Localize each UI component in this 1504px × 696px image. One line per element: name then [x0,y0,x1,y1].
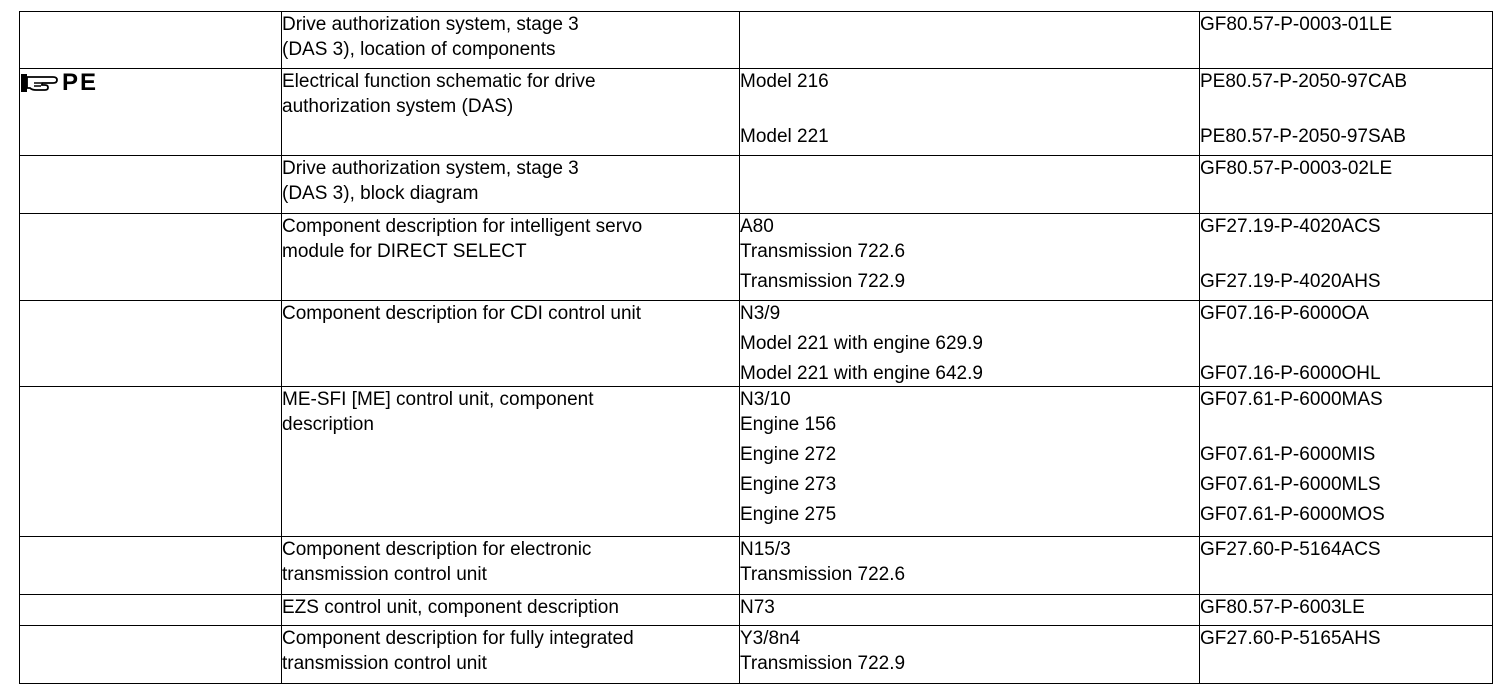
description-cell [282,69,740,156]
description-text: EZS control unit, component description [282,597,619,618]
description-text: Drive authorization system, stage 3 [282,14,579,35]
table-row [20,537,1493,595]
document-cell [1200,301,1493,387]
document-cell [1200,387,1493,537]
document-link[interactable]: GF07.61-P-6000MIS [1200,444,1376,465]
applicability-cell [740,626,1200,684]
applicability-text: Y3/8n4 [740,628,801,649]
description-cell [282,12,740,69]
description-text: Component description for CDI control unit [282,303,642,324]
table-row [20,69,1493,156]
applicability-cell [740,537,1200,595]
table-row [20,387,1493,537]
marker-cell [20,301,282,387]
applicability-text: Engine 156 [740,414,837,435]
table-row [20,626,1493,684]
pe-label: PE [62,69,99,96]
applicability-text: N3/9 [740,303,781,324]
description-text: module for DIRECT SELECT [282,241,527,262]
description-text: transmission control unit [282,564,487,585]
description-text: (DAS 3), block diagram [282,183,479,204]
applicability-cell [740,156,1200,214]
document-link[interactable]: GF07.61-P-6000MOS [1200,504,1385,525]
document-link[interactable]: GF27.60-P-5164ACS [1200,539,1381,560]
table-row [20,214,1493,301]
document-link[interactable]: PE80.57-P-2050-97SAB [1200,126,1406,147]
description-text: description [282,414,374,435]
document-cell [1200,537,1493,595]
applicability-text: N15/3 [740,539,791,560]
document-cell [1200,12,1493,69]
description-text: Electrical function schematic for drive [282,71,596,92]
applicability-cell [740,12,1200,69]
marker-cell [20,214,282,301]
marker-cell [20,12,282,69]
description-text: Component description for fully integrated [282,628,634,649]
document-cell [1200,626,1493,684]
description-cell [282,156,740,214]
applicability-cell [740,301,1200,387]
applicability-cell [740,387,1200,537]
document-cell [1200,214,1493,301]
applicability-cell [740,214,1200,301]
table-row [20,12,1493,69]
applicability-text: Model 216 [740,71,829,92]
applicability-text: Engine 275 [740,504,837,525]
applicability-text: Model 221 with engine 629.9 [740,333,983,354]
applicability-text: Engine 272 [740,444,837,465]
description-text: (DAS 3), location of components [282,39,556,60]
document-link[interactable]: GF80.57-P-0003-02LE [1200,158,1393,179]
description-cell [282,301,740,387]
description-cell [282,626,740,684]
pe-marker [20,71,281,95]
pointing-hand-icon [20,72,58,94]
document-link[interactable]: GF07.61-P-6000MAS [1200,389,1383,410]
applicability-text: Transmission 722.9 [740,653,906,674]
marker-cell [20,387,282,537]
description-text: Component description for intelligent servo [282,216,643,237]
document-link[interactable]: GF07.16-P-6000OA [1200,303,1369,324]
applicability-text: N73 [740,597,775,618]
document-link[interactable]: GF80.57-P-0003-01LE [1200,14,1393,35]
document-cell [1200,156,1493,214]
description-cell [282,537,740,595]
description-cell [282,387,740,537]
applicability-text: Transmission 722.6 [740,241,906,262]
document-link[interactable]: GF27.19-P-4020ACS [1200,216,1381,237]
applicability-text: Transmission 722.9 [740,271,906,292]
document-link[interactable]: GF07.61-P-6000MLS [1200,474,1381,495]
marker-cell [20,537,282,595]
document-link[interactable]: GF27.60-P-5165AHS [1200,628,1381,649]
table-row [20,595,1493,626]
description-text: Component description for electronic [282,539,592,560]
applicability-text: N3/10 [740,389,791,410]
description-text: Drive authorization system, stage 3 [282,158,579,179]
applicability-text: Transmission 722.6 [740,564,906,585]
description-text: transmission control unit [282,653,487,674]
document-link[interactable]: GF07.16-P-6000OHL [1200,363,1381,384]
document-link[interactable]: PE80.57-P-2050-97CAB [1200,71,1408,92]
applicability-text: Model 221 with engine 642.9 [740,363,983,384]
document-link[interactable]: GF80.57-P-6003LE [1200,597,1365,618]
description-cell [282,595,740,626]
description-text: ME-SFI [ME] control unit, component [282,389,594,410]
document-cell [1200,595,1493,626]
applicability-text: Engine 273 [740,474,837,495]
reference-table [19,11,1493,684]
document-link[interactable]: GF27.19-P-4020AHS [1200,271,1381,292]
document-cell [1200,69,1493,156]
marker-cell [20,156,282,214]
description-text: authorization system (DAS) [282,96,514,117]
marker-cell [20,595,282,626]
marker-cell [20,626,282,684]
applicability-text: Model 221 [740,126,829,147]
description-cell [282,214,740,301]
applicability-cell [740,69,1200,156]
applicability-cell [740,595,1200,626]
marker-cell [20,69,282,156]
applicability-text: A80 [740,216,774,237]
table-row [20,301,1493,387]
table-row [20,156,1493,214]
